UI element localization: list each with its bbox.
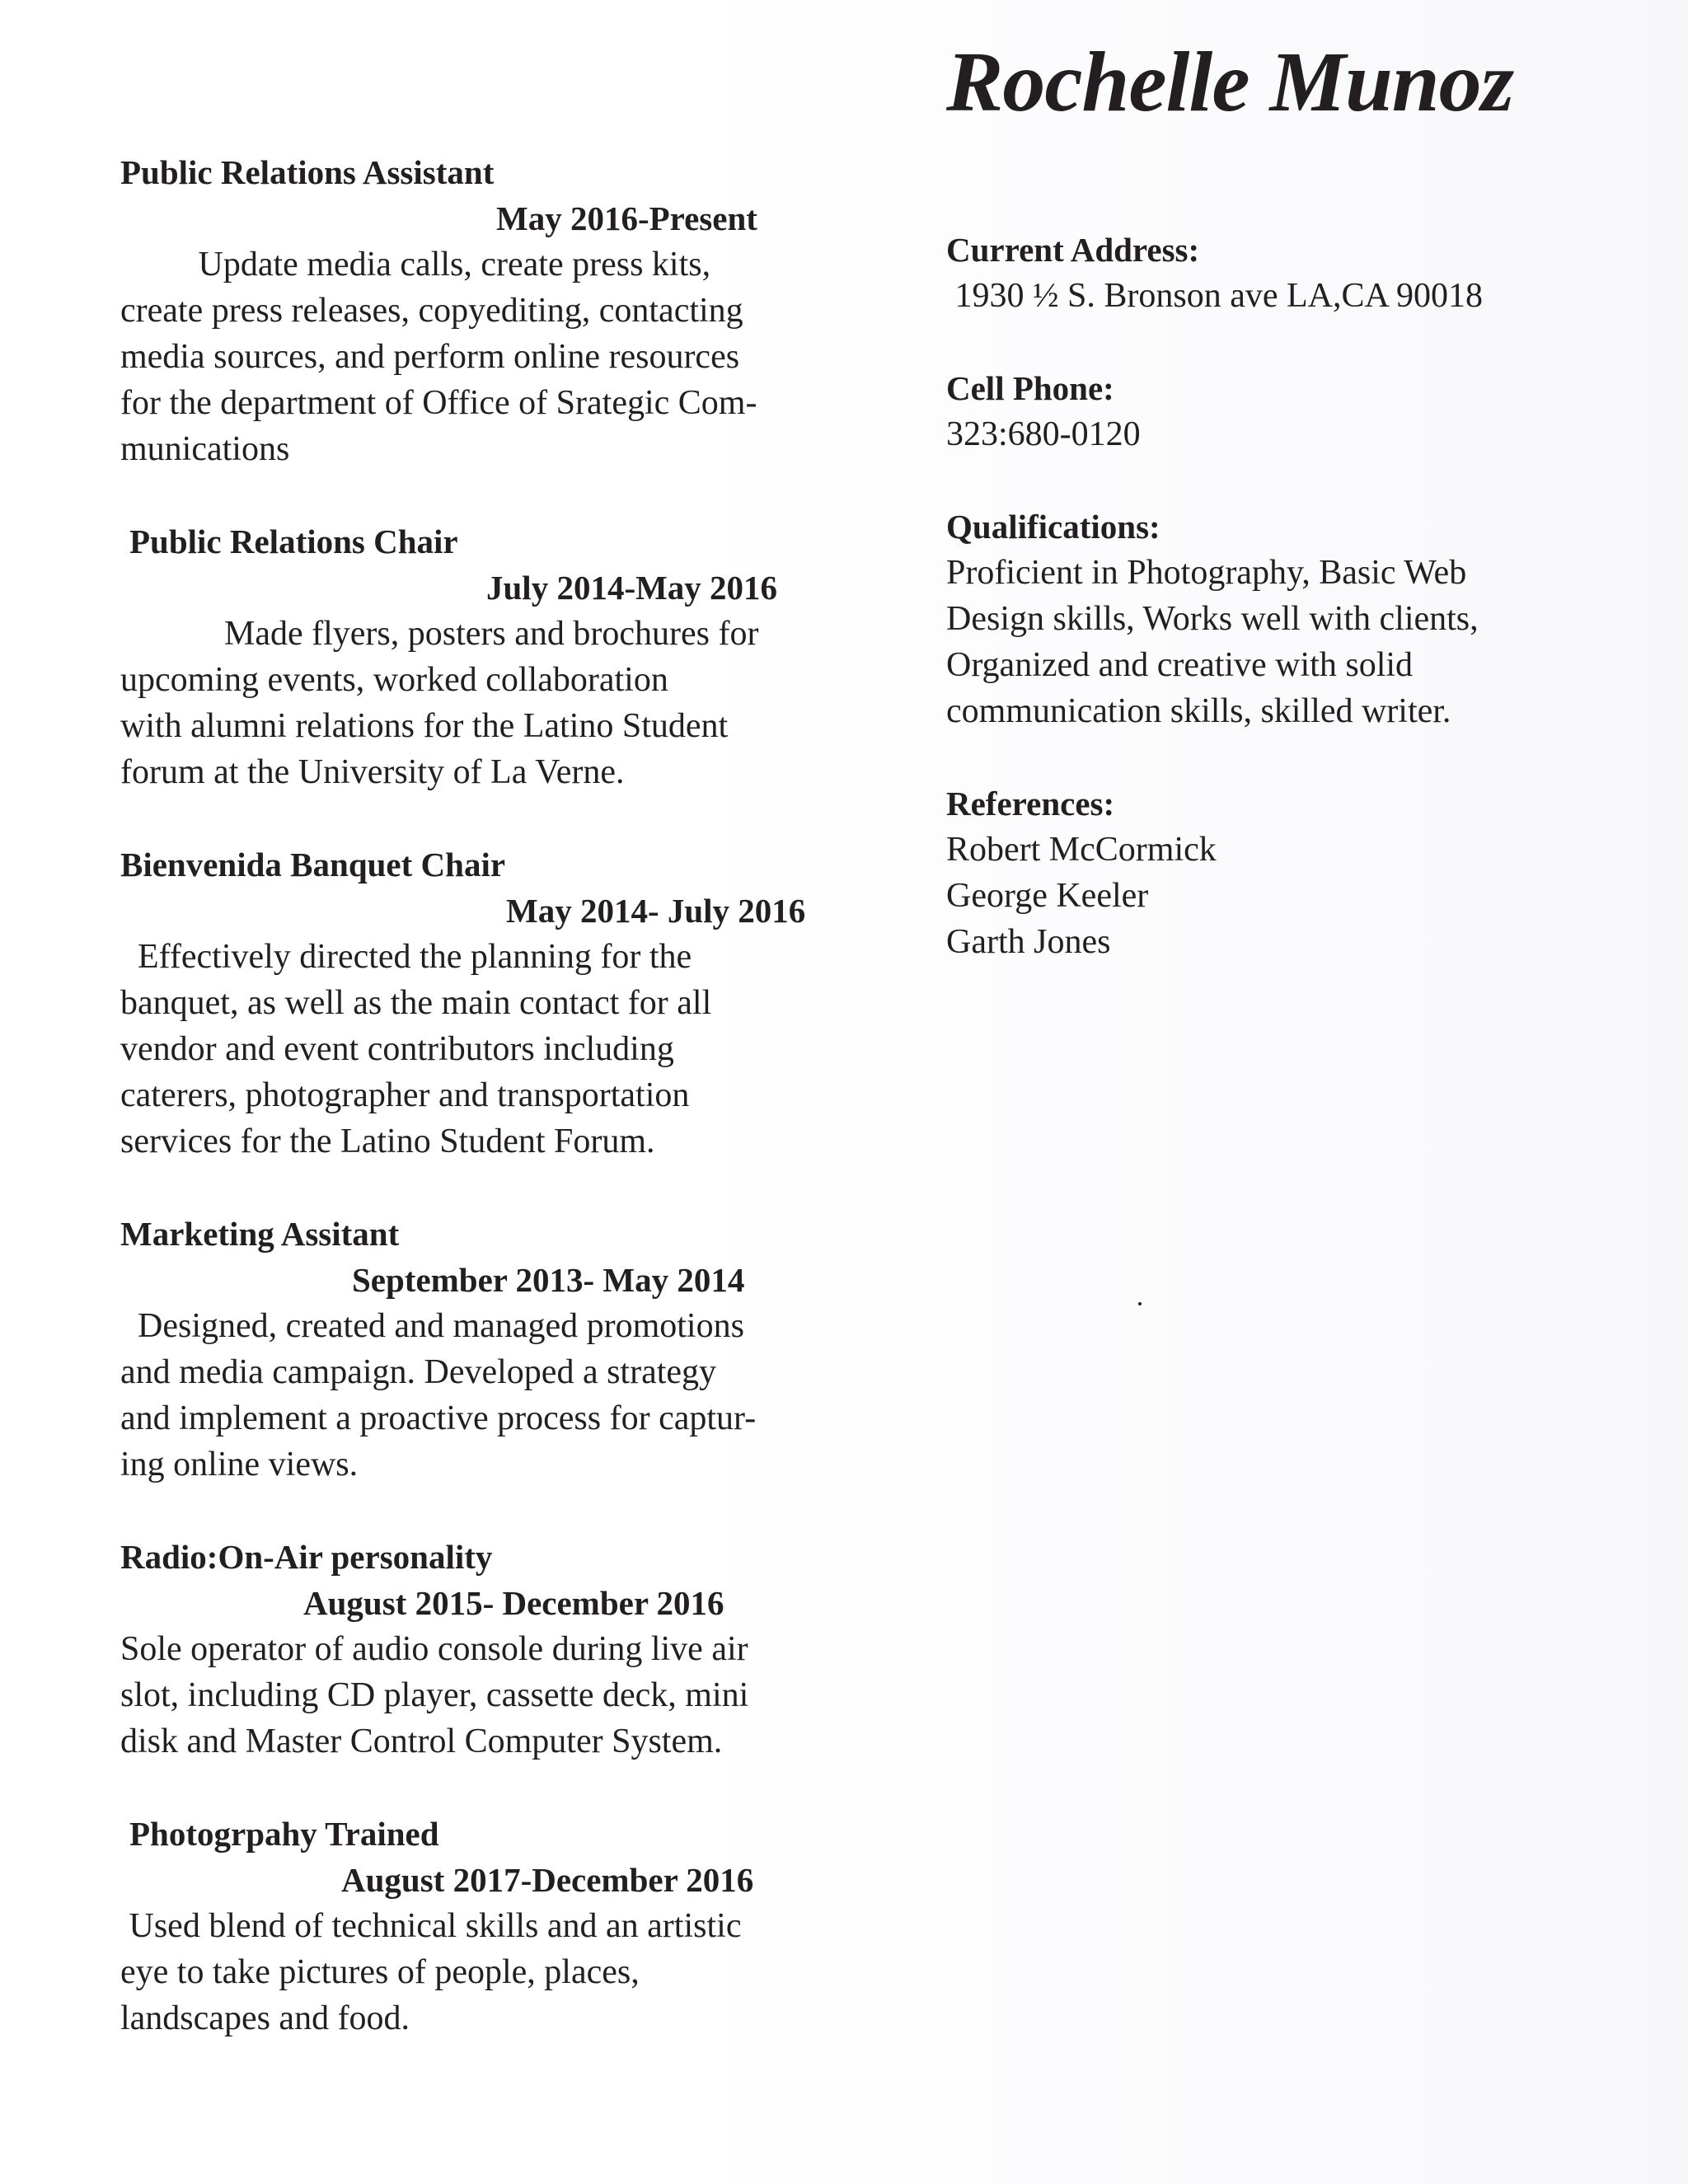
job-description: Made flyers, posters and brochures for upcoming events, worked collaboration with alumni relations for the Latino Student forum at the University of La Verne. — [120, 615, 759, 791]
job-dates: August 2017-December 2016 — [341, 1861, 754, 1899]
resume-name: Rochelle Munoz — [946, 35, 1514, 129]
reference-item: George Keeler — [946, 877, 1149, 915]
job-dates: August 2015- December 2016 — [303, 1584, 724, 1622]
references-label: References: — [946, 785, 1115, 823]
job-title: Marketing Assitant — [120, 1215, 400, 1253]
address-section — [946, 227, 1655, 319]
job-description: Update media calls, create press kits, create press releases, copyediting, contacting media sources, and perform online resources for the department of Office of Srategic Com- munications — [120, 246, 757, 468]
stray-dot — [1138, 1302, 1142, 1305]
job-title: Photogrpahy Trained — [129, 1815, 439, 1853]
phone-label: Cell Phone: — [946, 369, 1114, 407]
address-value: 1930 ½ S. Bronson ave LA,CA 90018 — [946, 277, 1483, 315]
experience-entry — [120, 1811, 912, 2041]
qualifications-label: Qualifications: — [946, 508, 1160, 546]
job-dates: September 2013- May 2014 — [352, 1261, 745, 1299]
job-description: Designed, created and managed promotions and media campaign. Developed a strategy and implement a proactive process for captur- ing online views. — [120, 1307, 757, 1483]
job-description: Sole operator of audio console during live air slot, including CD player, cassette deck, mini disk and Master Control Computer System. — [120, 1630, 749, 1760]
job-description: Used blend of technical skills and an artistic eye to take pictures of people, places, landscapes and food. — [120, 1907, 742, 2037]
reference-item: Robert McCormick — [946, 831, 1217, 869]
job-description: Effectively directed the planning for the banquet, as well as the main contact for all vendor and event contributors including caterers, photographer and transportation services for the Latino Student Forum. — [120, 938, 712, 1160]
experience-entry — [120, 1534, 912, 1765]
job-title: Radio:On-Air personality — [120, 1538, 493, 1576]
phone-value: 323:680-0120 — [946, 415, 1141, 453]
address-label: Current Address: — [946, 231, 1200, 269]
references-section — [946, 780, 1655, 965]
experience-entry — [120, 518, 912, 795]
job-title: Public Relations Assistant — [120, 153, 495, 191]
qualifications-text: Proficient in Photography, Basic Web Design skills, Works well with clients, Organized and creative with solid communication skills, skilled writer. — [946, 554, 1479, 730]
reference-item: Garth Jones — [946, 923, 1111, 961]
job-dates: May 2014- July 2016 — [506, 892, 806, 930]
qualifications-section — [946, 504, 1655, 734]
experience-entry — [120, 841, 912, 1165]
phone-section — [946, 365, 1655, 457]
experience-entry — [120, 1211, 912, 1488]
job-dates: July 2014-May 2016 — [486, 569, 778, 607]
job-title: Public Relations Chair — [129, 523, 458, 560]
experience-column — [120, 149, 912, 2088]
job-title: Bienvenida Banquet Chair — [120, 846, 506, 883]
job-dates: May 2016-Present — [496, 199, 757, 237]
experience-entry — [120, 149, 912, 472]
contact-column — [946, 227, 1655, 1011]
